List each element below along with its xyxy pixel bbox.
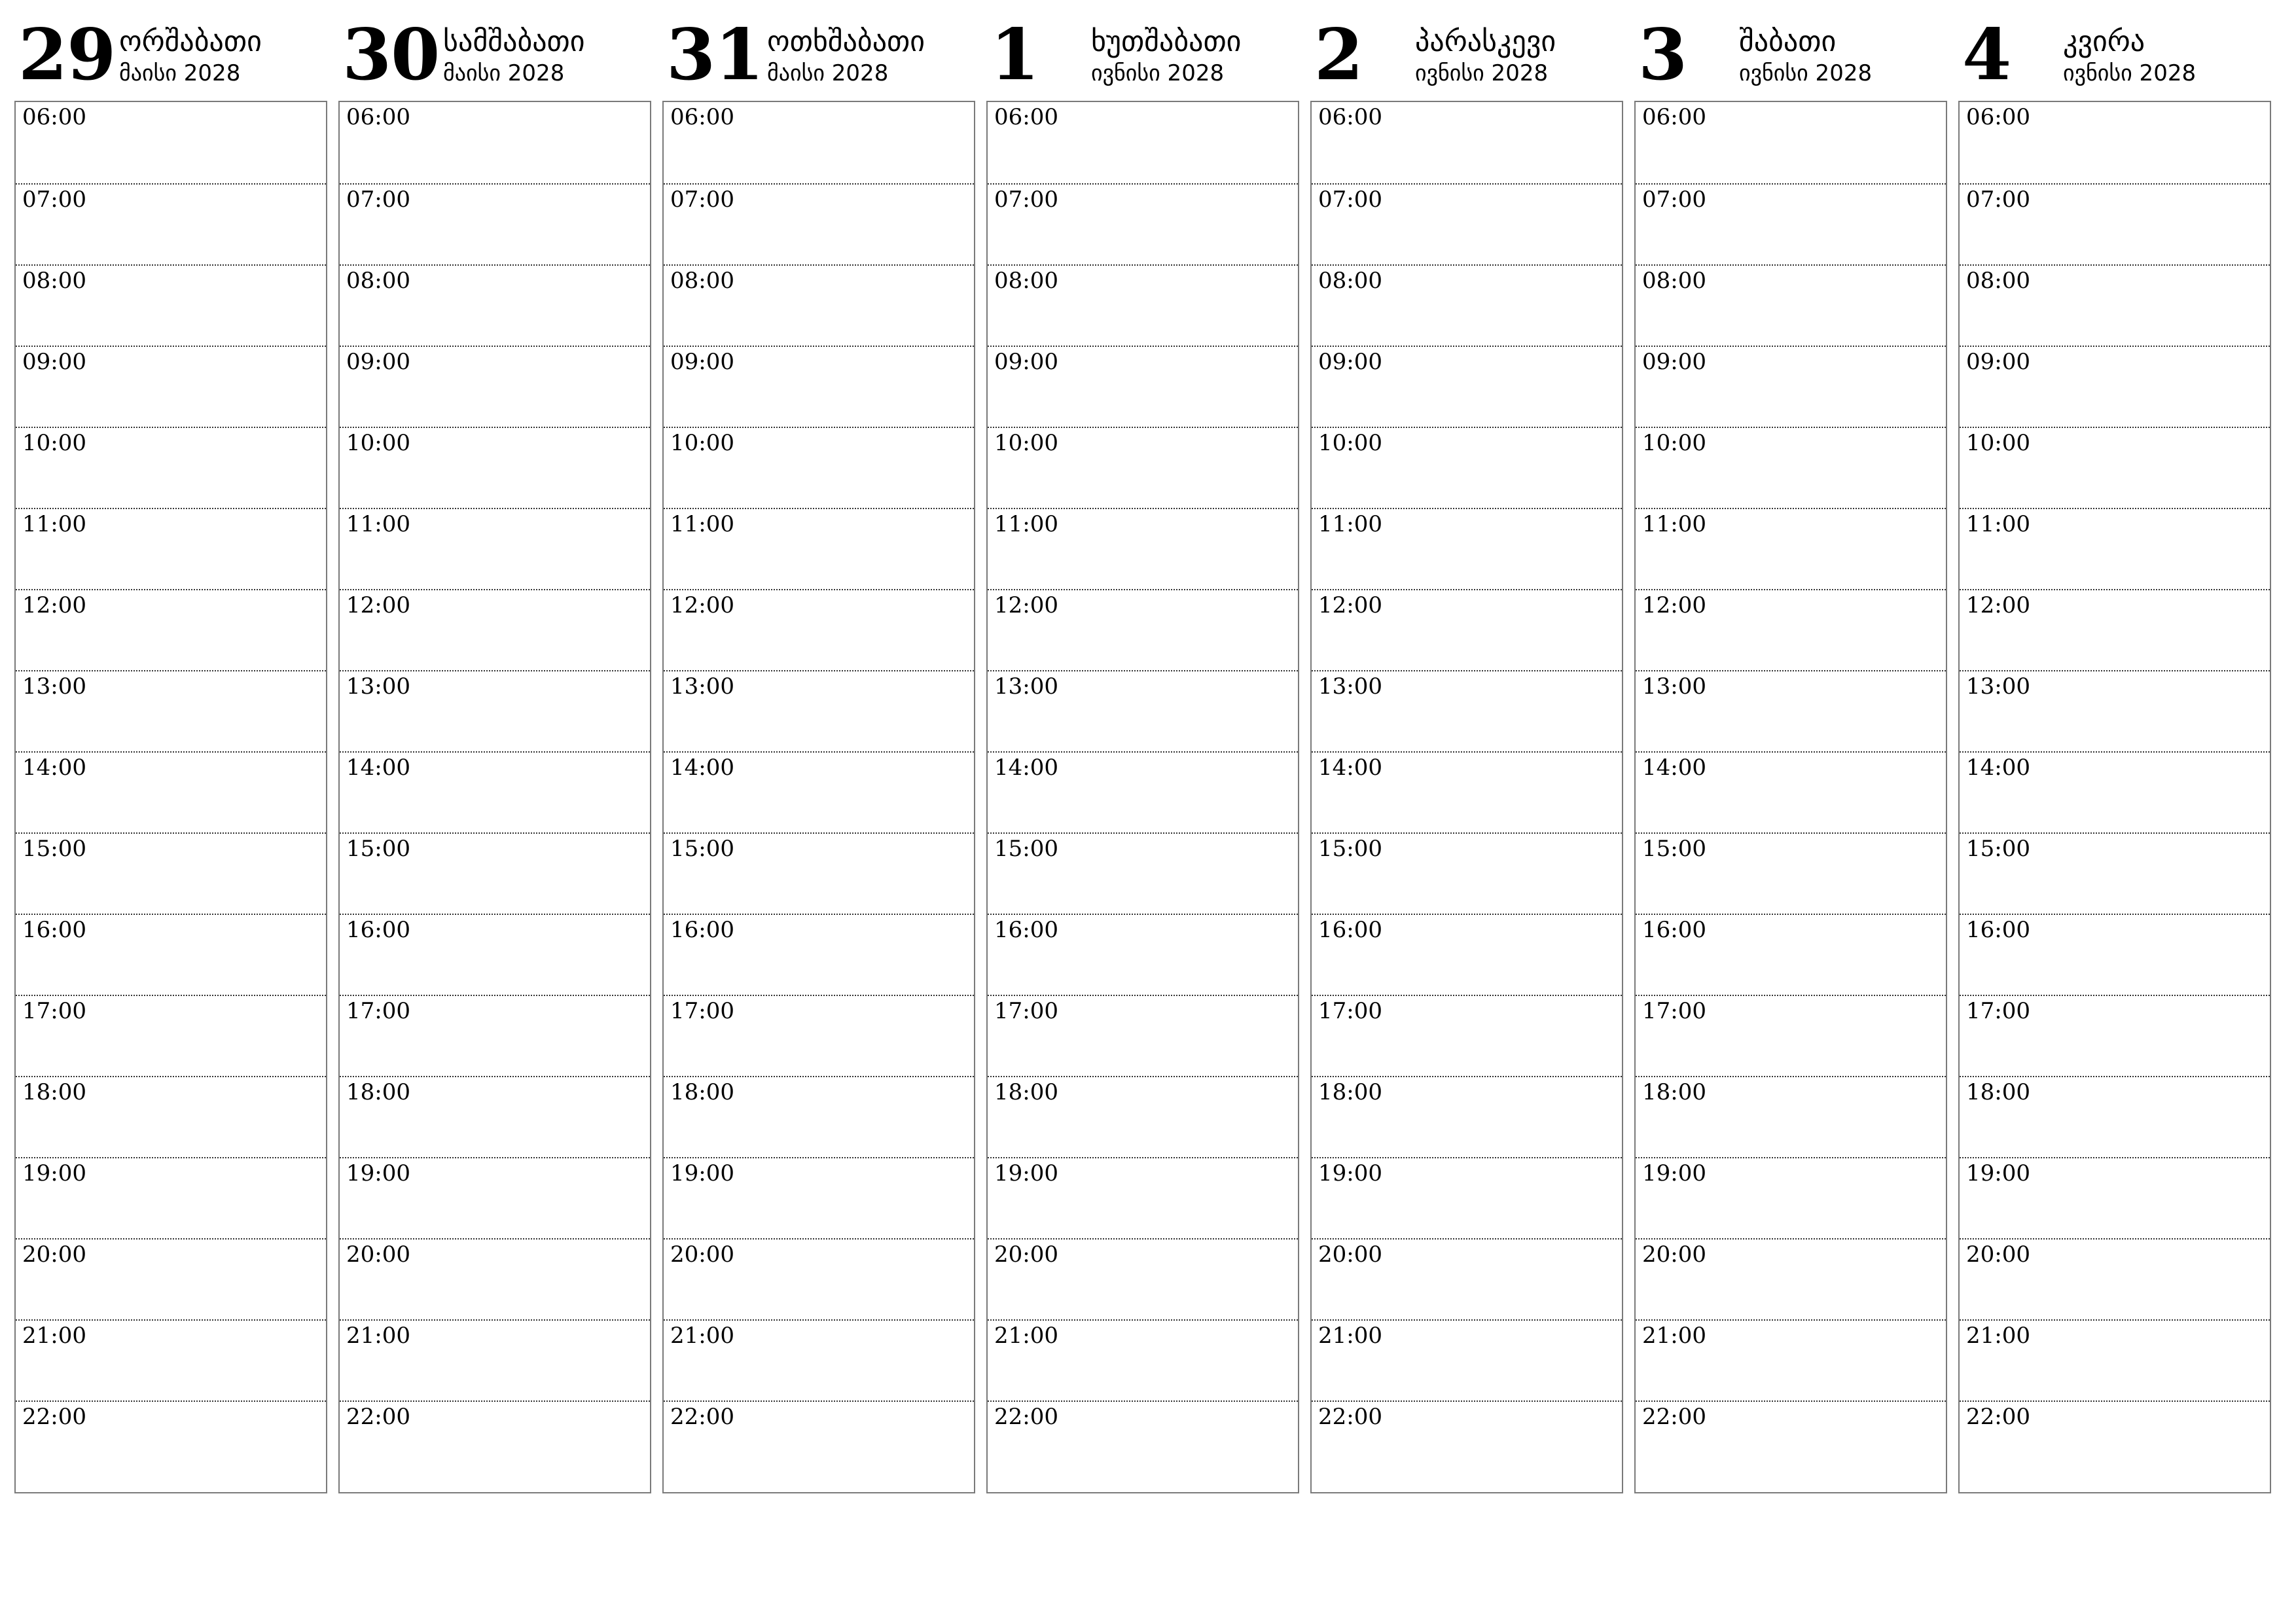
hour-slot xyxy=(1960,589,2270,670)
hour-slot xyxy=(1960,183,2270,264)
hour-label: 22:00 xyxy=(346,1404,410,1430)
hour-label: 17:00 xyxy=(670,998,734,1024)
hour-slot xyxy=(340,995,650,1076)
hour-slot xyxy=(664,427,974,508)
weekday-name: ოთხშაბათი xyxy=(767,25,925,58)
hour-label: 12:00 xyxy=(1966,592,2030,618)
hour-label: 10:00 xyxy=(1642,430,1706,456)
hour-label: 20:00 xyxy=(994,1241,1058,1268)
hour-slot xyxy=(1312,1400,1622,1482)
hour-slot xyxy=(664,508,974,589)
hour-slot xyxy=(16,264,326,346)
hour-label: 19:00 xyxy=(670,1160,734,1186)
hour-label: 13:00 xyxy=(670,673,734,700)
hour-label: 12:00 xyxy=(346,592,410,618)
hour-slot xyxy=(988,427,1298,508)
hour-slot xyxy=(988,670,1298,751)
hour-label: 21:00 xyxy=(22,1323,86,1349)
hour-label: 17:00 xyxy=(1318,998,1382,1024)
day-number: 31 xyxy=(666,14,764,96)
hour-slot xyxy=(340,1076,650,1157)
hour-label: 22:00 xyxy=(1318,1404,1382,1430)
hour-slot xyxy=(1960,102,2270,183)
hour-slot xyxy=(664,832,974,914)
hour-slot xyxy=(16,102,326,183)
hour-label: 08:00 xyxy=(1642,268,1706,294)
day-number: 4 xyxy=(1962,14,2011,96)
hour-grid xyxy=(338,101,651,1493)
hour-label: 16:00 xyxy=(994,917,1058,943)
hour-label: 07:00 xyxy=(994,187,1058,213)
hour-slot xyxy=(1636,995,1946,1076)
hour-label: 22:00 xyxy=(1966,1404,2030,1430)
hour-label: 20:00 xyxy=(670,1241,734,1268)
hour-label: 13:00 xyxy=(1642,673,1706,700)
day-column xyxy=(986,13,1299,1492)
hour-label: 21:00 xyxy=(670,1323,734,1349)
day-column xyxy=(338,13,651,1492)
day-header xyxy=(986,13,1299,98)
hour-label: 19:00 xyxy=(1318,1160,1382,1186)
hour-slot xyxy=(1636,914,1946,995)
hour-label: 11:00 xyxy=(22,511,86,537)
day-header xyxy=(338,13,651,98)
hour-label: 14:00 xyxy=(1966,755,2030,781)
hour-label: 09:00 xyxy=(994,349,1058,375)
hour-slot xyxy=(1312,995,1622,1076)
hour-slot xyxy=(16,995,326,1076)
hour-label: 18:00 xyxy=(1966,1079,2030,1105)
hour-label: 09:00 xyxy=(1642,349,1706,375)
hour-slot xyxy=(1312,264,1622,346)
hour-slot xyxy=(664,1400,974,1482)
hour-slot xyxy=(16,832,326,914)
hour-label: 06:00 xyxy=(22,104,86,130)
day-number: 29 xyxy=(18,14,116,96)
hour-slot xyxy=(340,102,650,183)
hour-label: 20:00 xyxy=(22,1241,86,1268)
hour-label: 21:00 xyxy=(1318,1323,1382,1349)
hour-label: 16:00 xyxy=(22,917,86,943)
hour-slot xyxy=(1636,346,1946,427)
hour-slot xyxy=(664,914,974,995)
hour-slot xyxy=(664,670,974,751)
weekday-name: ორშაბათი xyxy=(119,25,262,58)
hour-slot xyxy=(1312,1319,1622,1400)
hour-slot xyxy=(340,1238,650,1319)
hour-slot xyxy=(1636,508,1946,589)
hour-label: 06:00 xyxy=(670,104,734,130)
hour-label: 06:00 xyxy=(994,104,1058,130)
hour-label: 15:00 xyxy=(1642,836,1706,862)
hour-label: 09:00 xyxy=(1966,349,2030,375)
month-year: ივნისი 2028 xyxy=(1739,60,1873,86)
hour-label: 22:00 xyxy=(670,1404,734,1430)
hour-label: 13:00 xyxy=(22,673,86,700)
hour-slot xyxy=(1312,832,1622,914)
hour-label: 17:00 xyxy=(1966,998,2030,1024)
hour-slot xyxy=(988,589,1298,670)
day-column xyxy=(14,13,327,1492)
hour-slot xyxy=(988,1238,1298,1319)
hour-grid xyxy=(986,101,1299,1493)
hour-label: 15:00 xyxy=(22,836,86,862)
day-header xyxy=(14,13,327,98)
hour-slot xyxy=(16,589,326,670)
hour-label: 12:00 xyxy=(22,592,86,618)
hour-label: 22:00 xyxy=(22,1404,86,1430)
hour-slot xyxy=(16,1238,326,1319)
hour-grid xyxy=(1634,101,1947,1493)
hour-label: 08:00 xyxy=(1966,268,2030,294)
hour-slot xyxy=(1312,346,1622,427)
day-column xyxy=(1634,13,1947,1492)
hour-label: 21:00 xyxy=(1966,1323,2030,1349)
hour-slot xyxy=(1636,102,1946,183)
hour-label: 08:00 xyxy=(994,268,1058,294)
hour-label: 16:00 xyxy=(346,917,410,943)
hour-slot xyxy=(1636,1076,1946,1157)
hour-slot xyxy=(1312,102,1622,183)
hour-slot xyxy=(1636,264,1946,346)
hour-label: 06:00 xyxy=(1642,104,1706,130)
hour-label: 11:00 xyxy=(1966,511,2030,537)
hour-label: 09:00 xyxy=(1318,349,1382,375)
hour-label: 15:00 xyxy=(346,836,410,862)
hour-label: 07:00 xyxy=(1642,187,1706,213)
hour-slot xyxy=(16,751,326,832)
hour-slot xyxy=(340,914,650,995)
hour-label: 14:00 xyxy=(994,755,1058,781)
hour-slot xyxy=(340,1400,650,1482)
hour-slot xyxy=(1312,1157,1622,1238)
hour-label: 11:00 xyxy=(1318,511,1382,537)
hour-label: 14:00 xyxy=(1642,755,1706,781)
hour-label: 07:00 xyxy=(1966,187,2030,213)
hour-label: 08:00 xyxy=(1318,268,1382,294)
hour-slot xyxy=(340,427,650,508)
hour-slot xyxy=(664,589,974,670)
hour-slot xyxy=(988,1400,1298,1482)
month-year: მაისი 2028 xyxy=(767,60,889,86)
hour-label: 18:00 xyxy=(670,1079,734,1105)
hour-label: 11:00 xyxy=(994,511,1058,537)
weekday-name: ხუთშაბათი xyxy=(1091,25,1242,58)
hour-label: 06:00 xyxy=(1318,104,1382,130)
hour-label: 12:00 xyxy=(994,592,1058,618)
hour-label: 14:00 xyxy=(1318,755,1382,781)
hour-slot xyxy=(664,751,974,832)
day-header xyxy=(662,13,975,98)
hour-slot xyxy=(1636,670,1946,751)
hour-label: 16:00 xyxy=(1966,917,2030,943)
hour-slot xyxy=(1312,670,1622,751)
hour-label: 18:00 xyxy=(1642,1079,1706,1105)
hour-slot xyxy=(16,914,326,995)
hour-label: 19:00 xyxy=(346,1160,410,1186)
hour-label: 18:00 xyxy=(1318,1079,1382,1105)
hour-slot xyxy=(988,832,1298,914)
hour-slot xyxy=(1636,589,1946,670)
hour-slot xyxy=(340,670,650,751)
hour-grid xyxy=(1958,101,2271,1493)
hour-label: 07:00 xyxy=(670,187,734,213)
hour-slot xyxy=(664,346,974,427)
hour-label: 20:00 xyxy=(1318,1241,1382,1268)
hour-slot xyxy=(988,914,1298,995)
hour-slot xyxy=(16,1076,326,1157)
month-year: ივნისი 2028 xyxy=(2063,60,2197,86)
hour-label: 21:00 xyxy=(1642,1323,1706,1349)
month-year: ივნისი 2028 xyxy=(1091,60,1225,86)
hour-label: 07:00 xyxy=(1318,187,1382,213)
hour-slot xyxy=(1960,1319,2270,1400)
hour-slot xyxy=(340,589,650,670)
hour-slot xyxy=(988,102,1298,183)
hour-slot xyxy=(988,1319,1298,1400)
hour-slot xyxy=(340,346,650,427)
hour-label: 17:00 xyxy=(346,998,410,1024)
hour-slot xyxy=(988,995,1298,1076)
hour-slot xyxy=(664,995,974,1076)
hour-slot xyxy=(1960,832,2270,914)
hour-slot xyxy=(1960,346,2270,427)
hour-label: 10:00 xyxy=(22,430,86,456)
hour-slot xyxy=(1960,508,2270,589)
hour-slot xyxy=(664,183,974,264)
day-header xyxy=(1310,13,1623,98)
weekday-name: პარასკევი xyxy=(1415,25,1556,58)
hour-label: 15:00 xyxy=(1318,836,1382,862)
hour-label: 13:00 xyxy=(994,673,1058,700)
hour-label: 09:00 xyxy=(346,349,410,375)
day-number: 3 xyxy=(1638,14,1687,96)
hour-label: 21:00 xyxy=(994,1323,1058,1349)
weekday-name: სამშაბათი xyxy=(443,25,585,58)
hour-slot xyxy=(16,1400,326,1482)
hour-slot xyxy=(664,1238,974,1319)
hour-slot xyxy=(1960,1238,2270,1319)
hour-label: 09:00 xyxy=(22,349,86,375)
hour-slot xyxy=(16,1319,326,1400)
hour-slot xyxy=(664,1076,974,1157)
hour-label: 15:00 xyxy=(670,836,734,862)
hour-label: 08:00 xyxy=(670,268,734,294)
hour-slot xyxy=(988,751,1298,832)
hour-slot xyxy=(1960,1076,2270,1157)
day-header xyxy=(1634,13,1947,98)
hour-slot xyxy=(988,346,1298,427)
hour-grid xyxy=(662,101,975,1493)
hour-label: 22:00 xyxy=(994,1404,1058,1430)
hour-label: 20:00 xyxy=(1966,1241,2030,1268)
hour-label: 17:00 xyxy=(994,998,1058,1024)
hour-label: 22:00 xyxy=(1642,1404,1706,1430)
hour-label: 07:00 xyxy=(22,187,86,213)
hour-slot xyxy=(1960,751,2270,832)
hour-label: 07:00 xyxy=(346,187,410,213)
hour-slot xyxy=(1636,427,1946,508)
day-header xyxy=(1958,13,2271,98)
hour-label: 13:00 xyxy=(1318,673,1382,700)
hour-slot xyxy=(1312,508,1622,589)
hour-label: 11:00 xyxy=(1642,511,1706,537)
hour-label: 15:00 xyxy=(1966,836,2030,862)
hour-grid xyxy=(14,101,327,1493)
hour-slot xyxy=(1312,589,1622,670)
hour-label: 10:00 xyxy=(994,430,1058,456)
hour-label: 12:00 xyxy=(670,592,734,618)
weekday-name: შაბათი xyxy=(1739,25,1837,58)
hour-label: 14:00 xyxy=(346,755,410,781)
weekly-planner xyxy=(14,13,2279,1492)
hour-label: 20:00 xyxy=(1642,1241,1706,1268)
hour-label: 17:00 xyxy=(22,998,86,1024)
hour-label: 21:00 xyxy=(346,1323,410,1349)
hour-slot xyxy=(16,183,326,264)
hour-slot xyxy=(340,183,650,264)
hour-label: 18:00 xyxy=(994,1079,1058,1105)
hour-slot xyxy=(664,1319,974,1400)
hour-label: 16:00 xyxy=(1318,917,1382,943)
hour-slot xyxy=(664,102,974,183)
day-column xyxy=(1310,13,1623,1492)
hour-slot xyxy=(1960,427,2270,508)
hour-label: 18:00 xyxy=(346,1079,410,1105)
hour-label: 06:00 xyxy=(346,104,410,130)
hour-slot xyxy=(340,1157,650,1238)
hour-slot xyxy=(16,670,326,751)
hour-grid xyxy=(1310,101,1623,1493)
hour-label: 15:00 xyxy=(994,836,1058,862)
hour-slot xyxy=(16,1157,326,1238)
hour-slot xyxy=(1312,427,1622,508)
hour-label: 14:00 xyxy=(670,755,734,781)
hour-slot xyxy=(664,264,974,346)
hour-slot xyxy=(16,508,326,589)
hour-slot xyxy=(340,508,650,589)
day-column xyxy=(1958,13,2271,1492)
hour-label: 20:00 xyxy=(346,1241,410,1268)
hour-slot xyxy=(16,346,326,427)
weekday-name: კვირა xyxy=(2063,25,2145,58)
hour-slot xyxy=(340,751,650,832)
hour-label: 11:00 xyxy=(670,511,734,537)
hour-slot xyxy=(16,427,326,508)
hour-label: 19:00 xyxy=(22,1160,86,1186)
day-column xyxy=(662,13,975,1492)
hour-slot xyxy=(1636,1238,1946,1319)
month-year: ივნისი 2028 xyxy=(1415,60,1549,86)
day-number: 2 xyxy=(1314,14,1363,96)
hour-label: 10:00 xyxy=(670,430,734,456)
hour-label: 19:00 xyxy=(1642,1160,1706,1186)
hour-slot xyxy=(1312,1238,1622,1319)
hour-slot xyxy=(988,264,1298,346)
hour-slot xyxy=(1636,1157,1946,1238)
hour-label: 11:00 xyxy=(346,511,410,537)
hour-slot xyxy=(1312,751,1622,832)
hour-label: 10:00 xyxy=(346,430,410,456)
hour-slot xyxy=(1636,751,1946,832)
hour-slot xyxy=(1636,1319,1946,1400)
day-number: 1 xyxy=(990,14,1039,96)
hour-slot xyxy=(1960,995,2270,1076)
hour-label: 18:00 xyxy=(22,1079,86,1105)
hour-label: 12:00 xyxy=(1318,592,1382,618)
hour-label: 06:00 xyxy=(1966,104,2030,130)
hour-slot xyxy=(340,264,650,346)
hour-slot xyxy=(1960,1400,2270,1482)
day-number: 30 xyxy=(342,14,440,96)
hour-label: 10:00 xyxy=(1966,430,2030,456)
hour-slot xyxy=(1636,832,1946,914)
hour-label: 19:00 xyxy=(1966,1160,2030,1186)
hour-slot xyxy=(1960,914,2270,995)
hour-label: 08:00 xyxy=(346,268,410,294)
hour-slot xyxy=(664,1157,974,1238)
month-year: მაისი 2028 xyxy=(119,60,241,86)
hour-label: 19:00 xyxy=(994,1160,1058,1186)
hour-slot xyxy=(988,1076,1298,1157)
hour-slot xyxy=(1960,264,2270,346)
hour-slot xyxy=(1312,914,1622,995)
hour-label: 08:00 xyxy=(22,268,86,294)
hour-label: 16:00 xyxy=(670,917,734,943)
hour-slot xyxy=(1960,670,2270,751)
hour-slot xyxy=(988,1157,1298,1238)
hour-slot xyxy=(340,832,650,914)
hour-slot xyxy=(1312,1076,1622,1157)
hour-slot xyxy=(340,1319,650,1400)
hour-slot xyxy=(1636,1400,1946,1482)
hour-slot xyxy=(988,508,1298,589)
month-year: მაისი 2028 xyxy=(443,60,565,86)
hour-label: 14:00 xyxy=(22,755,86,781)
hour-label: 13:00 xyxy=(1966,673,2030,700)
hour-label: 10:00 xyxy=(1318,430,1382,456)
hour-slot xyxy=(1636,183,1946,264)
hour-slot xyxy=(1312,183,1622,264)
hour-label: 09:00 xyxy=(670,349,734,375)
hour-slot xyxy=(988,183,1298,264)
hour-slot xyxy=(1960,1157,2270,1238)
hour-label: 12:00 xyxy=(1642,592,1706,618)
hour-label: 13:00 xyxy=(346,673,410,700)
hour-label: 17:00 xyxy=(1642,998,1706,1024)
hour-label: 16:00 xyxy=(1642,917,1706,943)
